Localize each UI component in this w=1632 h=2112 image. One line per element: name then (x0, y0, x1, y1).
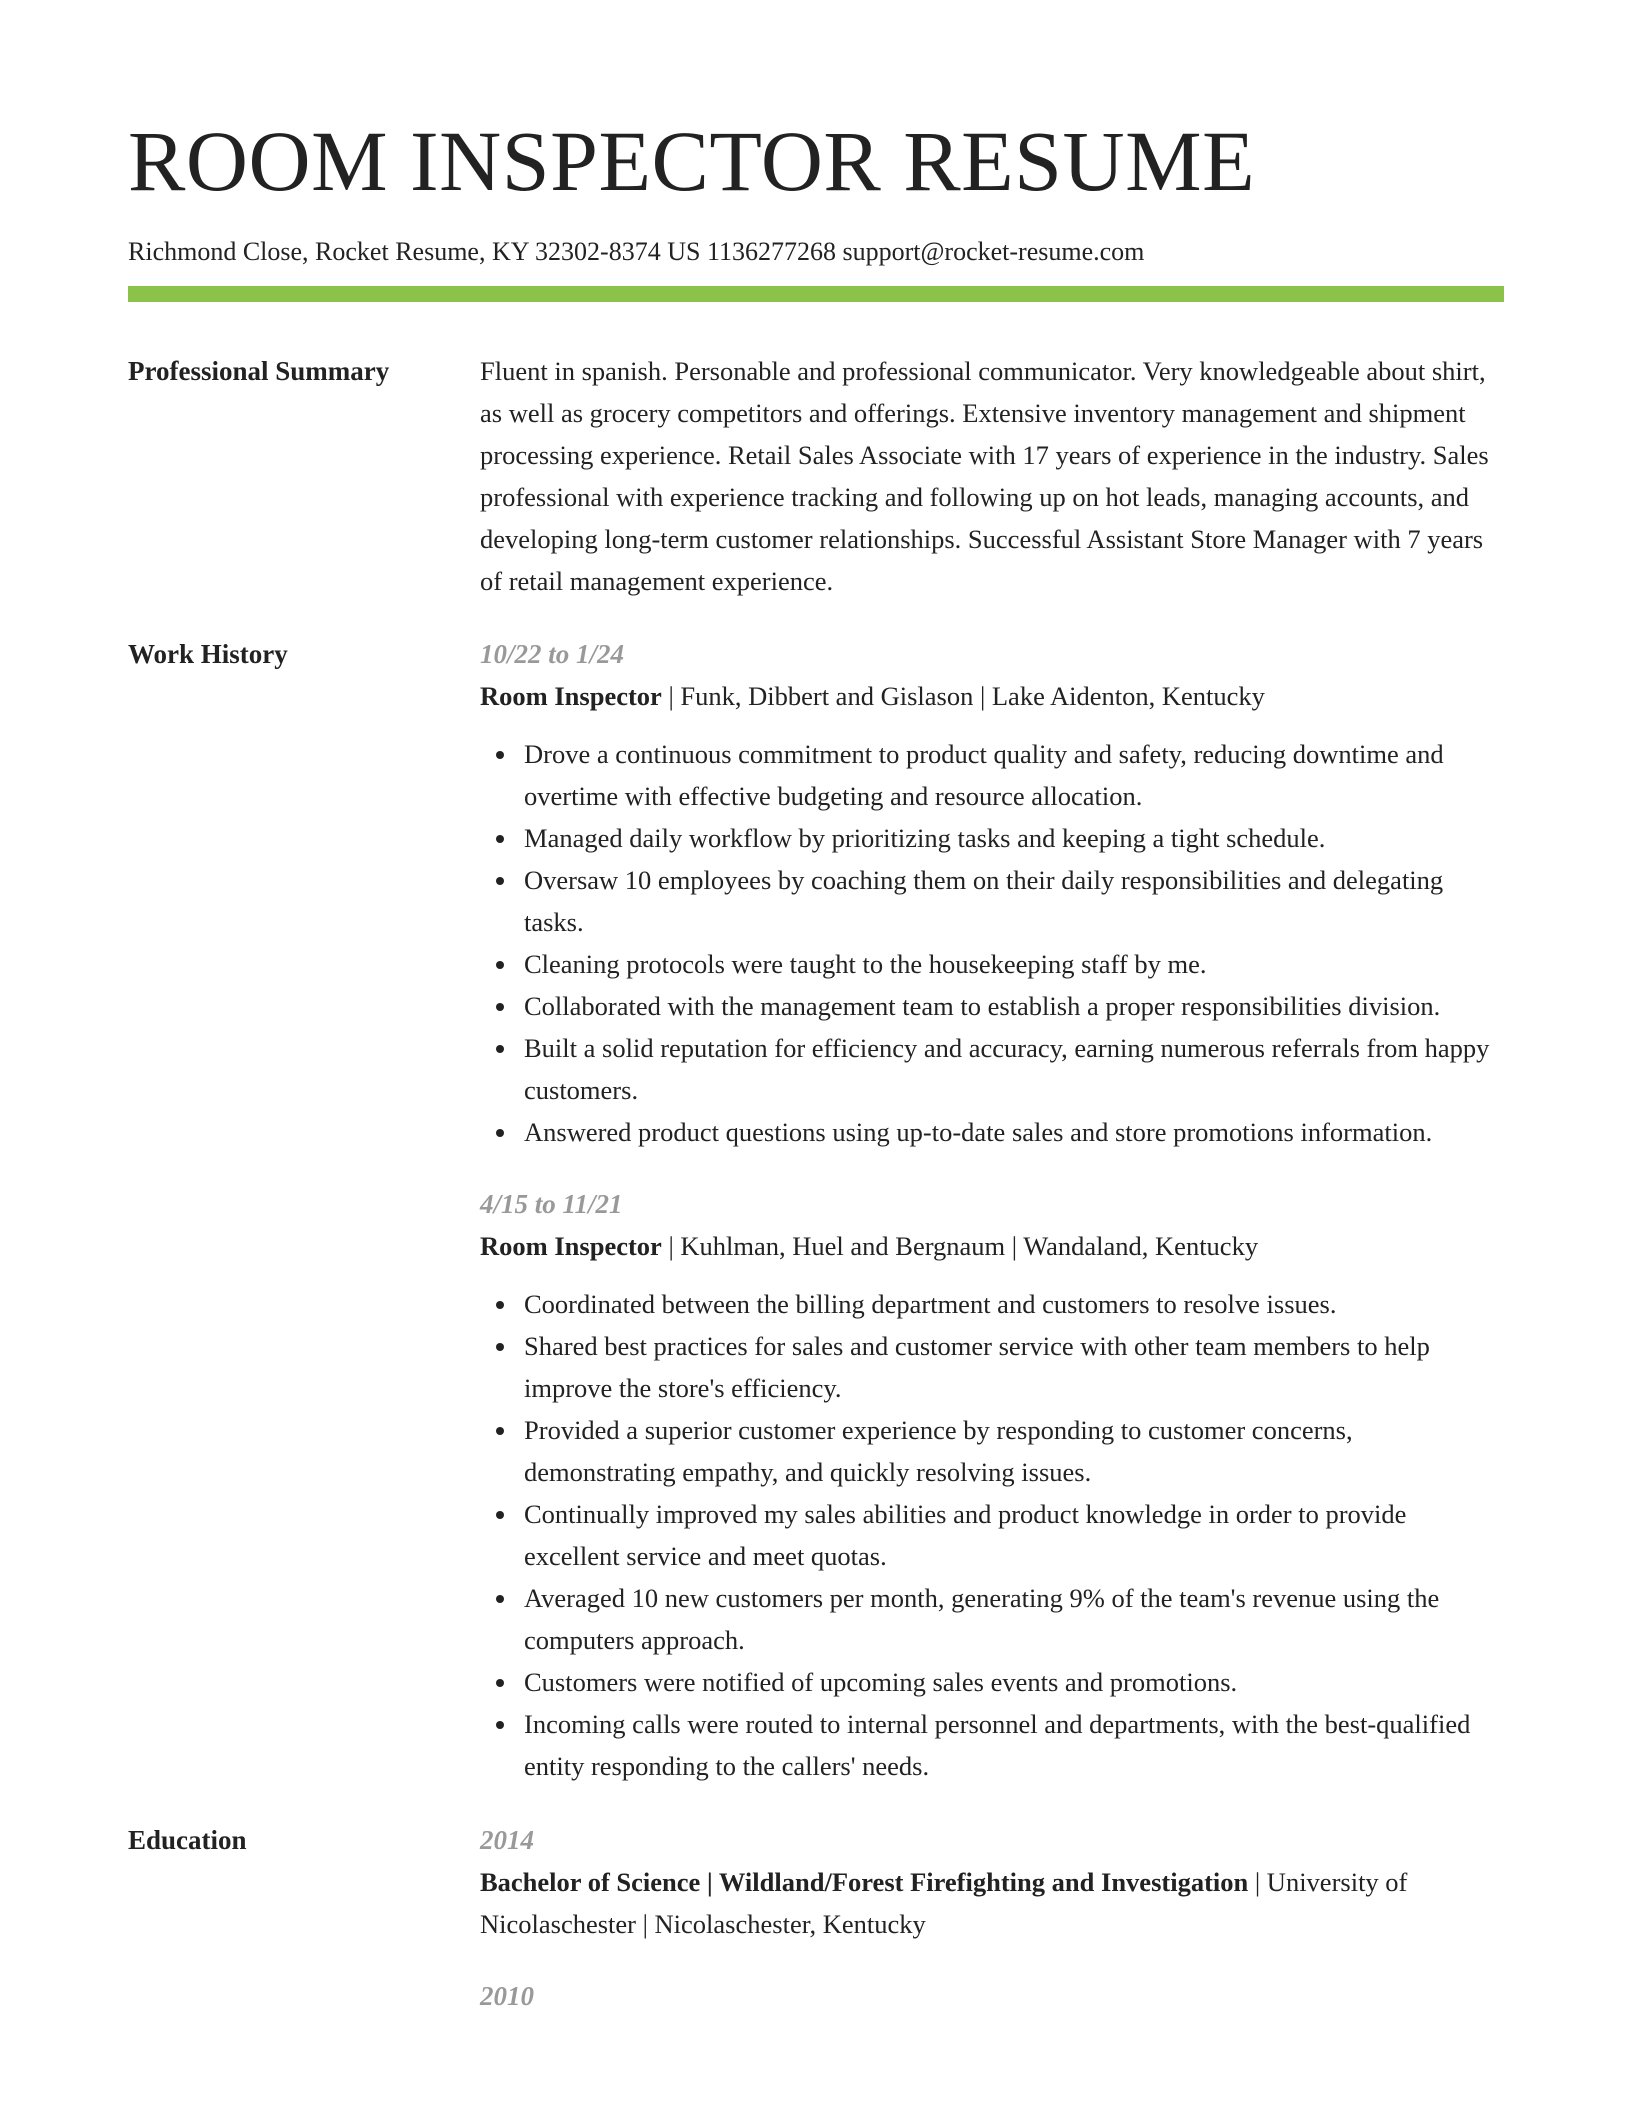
list-item: Collaborated with the management team to establish a proper responsibilities division. (524, 985, 1504, 1027)
job-dates: 10/22 to 1/24 (480, 639, 625, 669)
education-entry (480, 1819, 1504, 1945)
job-bullets (480, 1283, 1504, 1787)
list-item: Built a solid reputation for efficiency and accuracy, earning numerous referrals from happy customers. (524, 1027, 1504, 1111)
job-entry (480, 633, 1504, 1153)
job-title: Room Inspector (480, 681, 662, 711)
education-year: 2014 (480, 1825, 534, 1855)
job-employer-location: | Funk, Dibbert and Gislason | Lake Aidenton, Kentucky (661, 681, 1265, 711)
list-item: Coordinated between the billing department and customers to resolve issues. (524, 1283, 1504, 1325)
list-item: Customers were notified of upcoming sales events and promotions. (524, 1661, 1504, 1703)
list-item: Oversaw 10 employees by coaching them on their daily responsibilities and delegating tasks. (524, 859, 1504, 943)
list-item: Continually improved my sales abilities and product knowledge in order to provide excellent service and meet quotas. (524, 1493, 1504, 1577)
education-entry (480, 1975, 1504, 2017)
list-item: Shared best practices for sales and customer service with other team members to help improve the store's efficiency. (524, 1325, 1504, 1409)
professional-summary-section (128, 350, 1504, 602)
list-item: Answered product questions using up-to-date sales and store promotions information. (524, 1111, 1504, 1153)
section-label-education: Education (128, 1825, 247, 1855)
work-history-section (128, 633, 1504, 1787)
contact-line: Richmond Close, Rocket Resume, KY 32302-8374 US 1136277268 support@rocket-resume.com (128, 237, 1145, 266)
section-label-work: Work History (128, 639, 288, 669)
list-item: Cleaning protocols were taught to the housekeeping staff by me. (524, 943, 1504, 985)
list-item: Managed daily workflow by prioritizing tasks and keeping a tight schedule. (524, 817, 1504, 859)
education-heading (480, 1861, 1504, 1945)
list-item: Provided a superior customer experience by responding to customer concerns, demonstrating empathy, and quickly resolving issues. (524, 1409, 1504, 1493)
job-bullets (480, 733, 1504, 1153)
job-heading (480, 675, 1504, 717)
summary-text: Fluent in spanish. Personable and professional communicator. Very knowledgeable about shirt, as well as grocery competitors and offerings. Extensive inventory management and shipment processing experience. Retail Sales Associate with 17 years of experience in the industry. Sales professional with experience tracking and following up on hot leads, managing accounts, and developing long-term customer relationships. Successful Assistant Store Manager with 7 years of retail management experience. (480, 356, 1489, 596)
list-item: Drove a continuous commitment to product quality and safety, reducing downtime and overtime with effective budgeting and resource allocation. (524, 733, 1504, 817)
job-employer-location: | Kuhlman, Huel and Bergnaum | Wandaland, Kentucky (661, 1231, 1259, 1261)
job-title: Room Inspector (480, 1231, 662, 1261)
accent-divider (128, 286, 1504, 302)
job-heading (480, 1225, 1504, 1267)
list-item: Averaged 10 new customers per month, generating 9% of the team's revenue using the computers approach. (524, 1577, 1504, 1661)
job-dates: 4/15 to 11/21 (480, 1189, 623, 1219)
education-section (128, 1819, 1504, 2017)
school-location: | University of Nicolaschester | Nicolaschester, Kentucky (480, 1867, 1408, 1939)
job-entry (480, 1183, 1504, 1787)
degree-title: Bachelor of Science | Wildland/Forest Firefighting and Investigation (480, 1867, 1249, 1897)
work-entries (480, 633, 1504, 1787)
section-label-summary: Professional Summary (128, 356, 390, 386)
education-entries (480, 1819, 1504, 2017)
list-item: Incoming calls were routed to internal personnel and departments, with the best-qualified entity responding to the callers' needs. (524, 1703, 1504, 1787)
resume-title: ROOM INSPECTOR RESUME (128, 113, 1256, 209)
education-year: 2010 (480, 1981, 534, 2011)
